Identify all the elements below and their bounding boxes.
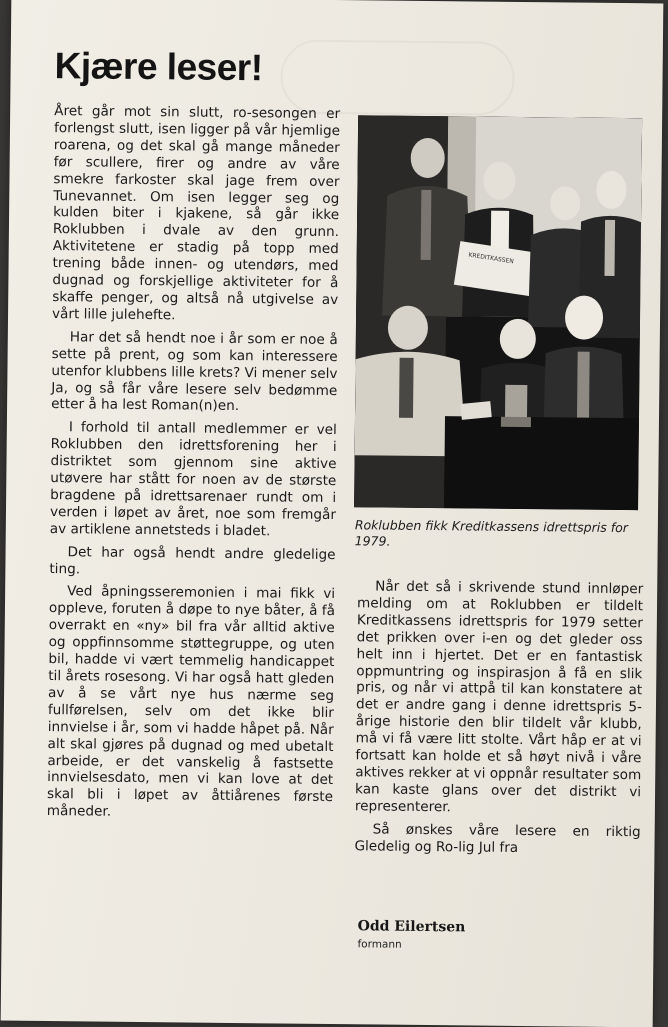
paragraph-3: I forhold til antall medlemmer er vel Roklubben den idrettsforening her i distriktet som gjennom sine aktive utøvere har stått for noen av de største bragdene på idrettsarenaer rundt om i verden i løpet av året, noe som fremgår av artiklene annetsteds i bladet. xyxy=(49,419,337,540)
signature-name: Odd Eilertsen xyxy=(357,918,466,936)
paragraph-6: Når det så i skrivende stund innløper melding om at Roklubben er tildelt Kreditkassens idrettspris for 1979 setter det prikken over i-en og det gleder oss helt inn i hjertet. Det er en fantastisk oppmuntring og inspirasjon å få en slik pris, og når vi attpå til kan konstatere at det er andre gang i denne idrettspris 5-årige historie den blir tildelt vår klubb, må vi få være litt stolte. Vårt håp er at vi fortsatt kan holde et så høyt nivå i våre aktives rekker at vi oppnår resultater som kan kaste glans over det distrikt vi representerer. xyxy=(354,578,644,816)
left-column xyxy=(47,103,341,829)
paragraph-1: Året går mot sin slutt, ro-sesongen er forlengst slutt, isen ligger på vår hjemlige roarena, og det skal gå mange måneder før scullere, firer og andre av våre smekre farkoster skal jage frem over Tunevannet. Om isen legger seg og kulden biter i kjakene, så går ikke Roklubben i dvale av den grunn. Aktivitetene er stadig på topp med trening både innen- og utendørs, med dugnad og forskjellige aktiviteter for å skaffe penger, og altså nå utgivelse av vårt lille julehefte. xyxy=(51,103,341,324)
photo-caption: Roklubben fikk Kreditkassens idrettspris for 1979. xyxy=(354,517,629,549)
paragraph-2: Har det så hendt noe i år som er noe å sette på prent, og som kan interessere utenfor klubbens lille krets? Vi mener selv Ja, og så får våre lesere selv bedømme etter å ha lest Roman(n)en. xyxy=(51,329,338,415)
right-column xyxy=(354,578,643,863)
signature-role: formann xyxy=(357,938,402,951)
paragraph-5: Ved åpningsseremonien i mai fikk vi oppleve, foruten å døpe to nye båter, å få overrakt en «ny» bil fra vår alltid aktive og oppfinnsomme støttegruppe, og uten bil, hadde vi vært temmelig handicappet til årets rosesong. Vi har også hatt gleden av å se vårt nye hus nærme seg fullførelsen, selv om det ikke blir innvielse i år, som vi hadde håpet på. Når alt skal gjøres på dugnad og med ubetalt arbeide, er det vanskelig å fastsette innvielsesdato, men vi kan love at det skal bli i løpet av åttiårenes første måneder. xyxy=(46,583,336,820)
check-label: KREDITKASSEN xyxy=(467,251,515,266)
paragraph-4: Det har også hendt andre gledelige ting. xyxy=(49,543,336,577)
magazine-page xyxy=(1,0,664,1027)
faint-watermark xyxy=(280,39,515,115)
article-title: Kjære leser! xyxy=(54,45,263,89)
paragraph-7: Så ønskes våre lesere en riktig Gledelig og Ro-lig Jul fra xyxy=(354,821,641,856)
award-photo xyxy=(354,115,642,510)
award-photo-illustration xyxy=(354,115,642,510)
